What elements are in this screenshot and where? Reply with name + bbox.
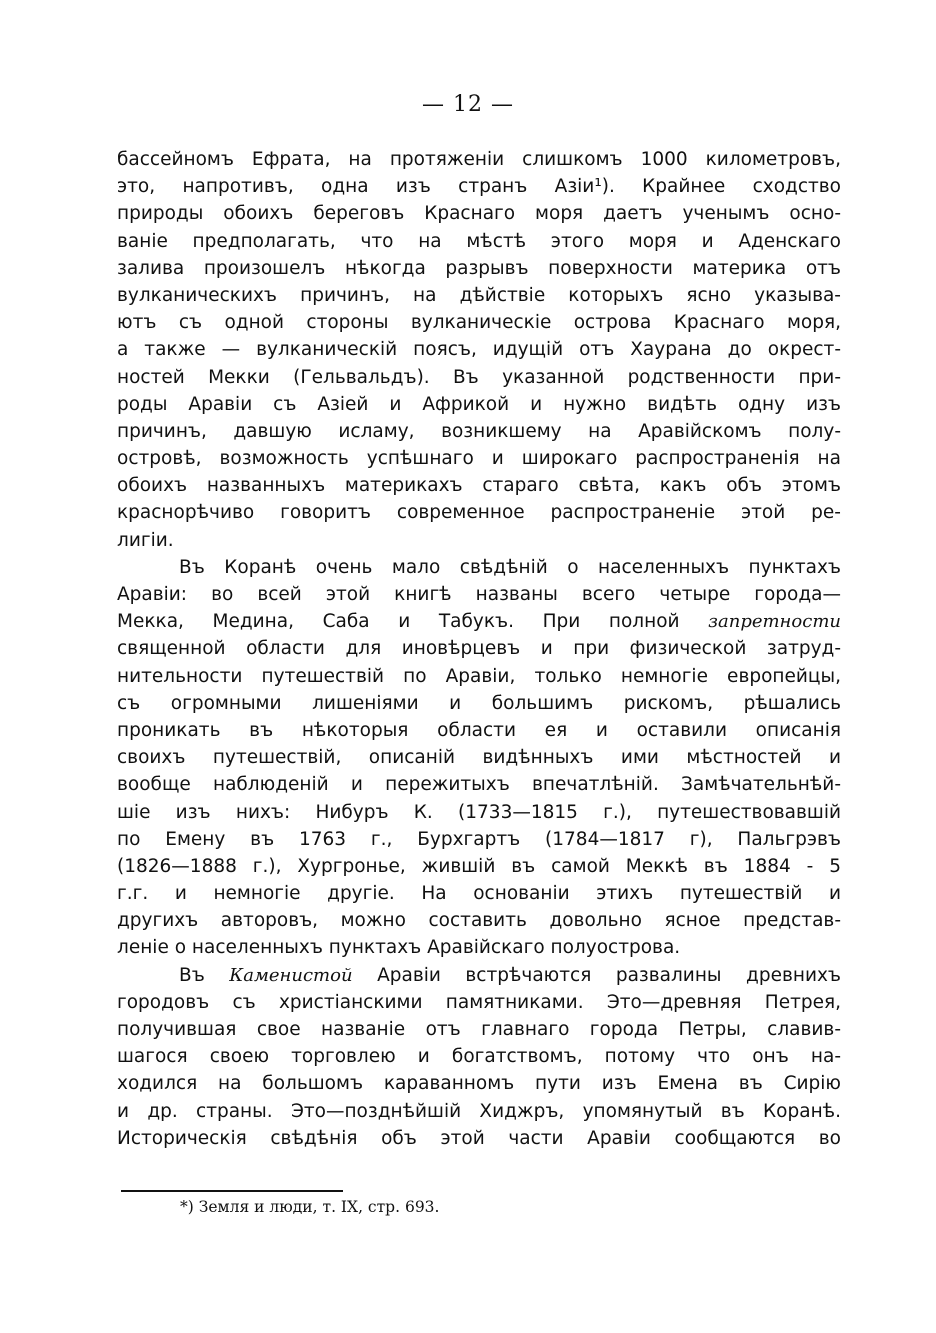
text-line: обоихъ названныхъ материкахъ стараго свѣта, какъ объ этомъ [117, 475, 841, 497]
text-line: роды Аравіи съ Азіей и Африкой и нужно видѣть одну изъ [117, 393, 841, 415]
text-line: своихъ путешествій, описаній видѣнныхъ ими мѣстностей и [117, 747, 841, 769]
footnote-divider [121, 1190, 343, 1192]
text-line: шагося своею торговлею и богатствомъ, потому что онъ на- [117, 1046, 841, 1068]
text-line: ваніе предполагать, что на мѣстѣ этого моря и Аденскаго [117, 230, 841, 252]
text-line: причинъ, давшую исламу, возникшему на Аравійскомъ полу- [117, 420, 841, 442]
italic-word: Каменистой [229, 964, 353, 986]
text-line: ностей Мекки (Гельвальдъ). Въ указанной родственности при- [117, 366, 841, 388]
text-line: ютъ съ одной стороны вулканическіе острова Краснаго моря, [117, 312, 841, 334]
text-line: (1826—1888 г.), Хургронье, жившій въ самой Меккѣ въ 1884 - 5 [117, 855, 841, 877]
text-line: ходился на большомъ караванномъ пути изъ Емена въ Сирію [117, 1073, 841, 1095]
text-line: залива произошелъ нѣкогда разрывъ поверхности материка отъ [117, 257, 841, 279]
text-line: г.г. и немногіе другіе. На основаніи этихъ путешествій и [117, 883, 841, 905]
text-line: островѣ, возможность успѣшнаго и широкаго распространенія на [117, 448, 841, 470]
text-line: нительности путешествій по Аравіи, только немногіе европейцы, [117, 665, 841, 687]
text-line: Историческія свѣдѣнія объ этой части Аравіи сообщаются во [117, 1127, 841, 1149]
page-number: — 12 — [422, 92, 514, 117]
italic-word: запретности [708, 611, 841, 633]
text-line: это, напротивъ, одна изъ странъ Азіи¹). Крайнее сходство [117, 176, 841, 198]
text-line: проникать въ нѣкоторыя области ея и оставили описанія [117, 719, 841, 741]
text-line: вулканическихъ причинъ, на дѣйствіе которыхъ ясно указыва- [117, 284, 841, 306]
text-line: другихъ авторовъ, можно составить довольно ясное представ- [117, 910, 841, 932]
text-segment: Мекка, Медина, Саба и Табукъ. При полной [117, 611, 680, 633]
footnote: *) Земля и люди, т. IX, стр. 693. [180, 1198, 440, 1216]
text-line [117, 608, 841, 635]
text-line: городовъ съ христіанскими памятниками. Это—древняя Петрея, [117, 991, 841, 1013]
text-line: лигіи. [117, 529, 174, 551]
text-line: и др. страны. Это—позднѣйшій Хиджръ, упомянутый въ Коранѣ. [117, 1100, 841, 1122]
paragraph-start-line: Въ Коранѣ очень мало свѣдѣній о населенныхъ пунктахъ [179, 556, 841, 578]
text-line: леніе о населенныхъ пунктахъ Аравійскаго полуострова. [117, 937, 681, 959]
paragraph-start-line [117, 962, 841, 989]
text-line: по Емену въ 1763 г., Бурхгартъ (1784—1817 г), Пальгрэвъ [117, 828, 841, 850]
body-text [117, 146, 841, 1152]
text-line: получившая свое названіе отъ главнаго города Петры, славив- [117, 1019, 841, 1040]
text-line: шіе изъ нихъ: Нибуръ К. (1733—1815 г.), путешествовавшій [117, 801, 841, 823]
text-segment: Аравіи встрѣчаются развалины древнихъ [377, 964, 841, 986]
text-line: священной области для иновѣрцевъ и при физической затруд- [117, 638, 841, 660]
text-line: съ огромными лишеніями и большимъ рискомъ, рѣшались [117, 692, 841, 714]
text-line: краснорѣчиво говоритъ современное распространеніе этой ре- [117, 502, 841, 524]
text-line: Аравіи: во всей этой книгѣ названы всего четыре города— [117, 584, 841, 605]
text-line: вообще наблюденій и пережитыхъ впечатлѣній. Замѣчательнѣй- [117, 774, 841, 796]
text-segment: Въ [179, 964, 205, 986]
text-line: а также — вулканическій поясъ, идущій отъ Хаурана до окрест- [117, 339, 841, 361]
text-line: бассейномъ Ефрата, на протяженіи слишкомъ 1000 километровъ, [117, 149, 841, 170]
text-line: природы обоихъ береговъ Краснаго моря даетъ ученымъ осно- [117, 203, 841, 225]
